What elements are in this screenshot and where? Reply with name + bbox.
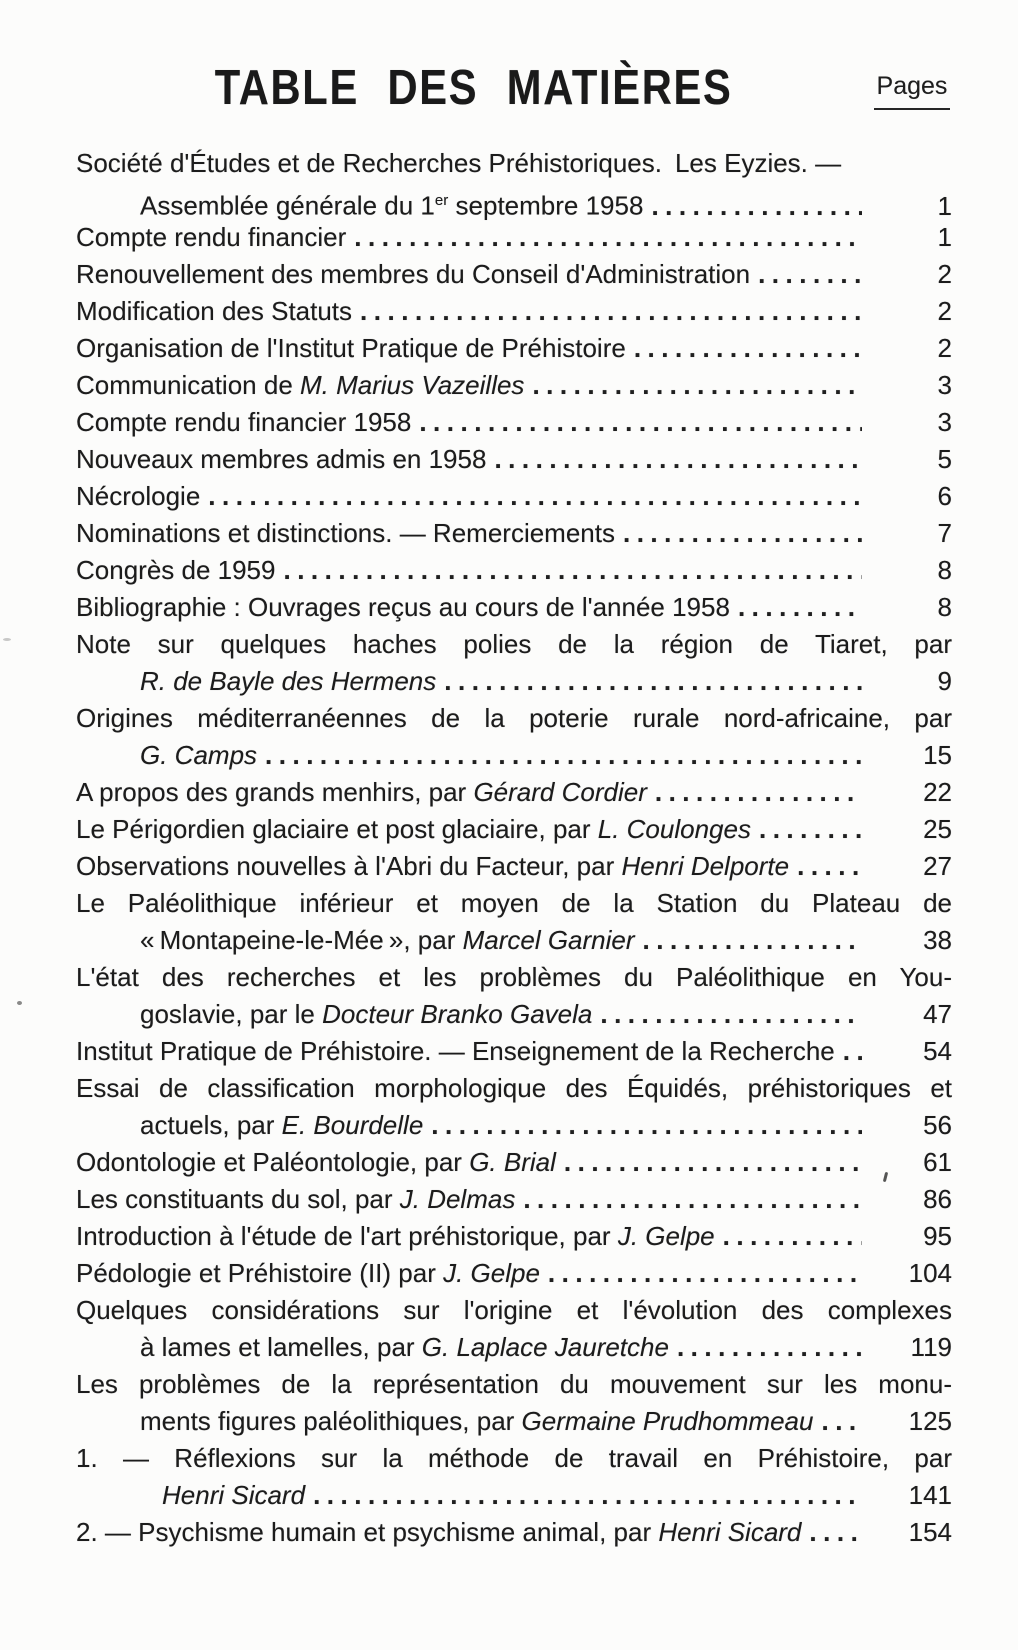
toc-line (76, 737, 952, 774)
toc-entry-text (76, 959, 952, 996)
page-header (76, 60, 952, 116)
entry-text: A propos des grands menhirs, par (76, 777, 474, 807)
page-number: 86 (923, 1184, 952, 1214)
entry-text: « Montapeine-le-Mée », par (140, 925, 463, 955)
entry-text: L'état des recherches et les problèmes du Paléolithique en You- (76, 962, 952, 992)
dot-leader (431, 1107, 862, 1144)
dot-leader (444, 663, 862, 700)
entry-text: Quelques considérations sur l'origine et l'évolution des complexes (76, 1295, 952, 1325)
dot-leader (532, 367, 862, 404)
author-name: Henri Delporte (621, 851, 790, 881)
toc-line (76, 515, 952, 552)
page-number: 2 (937, 296, 952, 326)
toc-entry-text (76, 1218, 715, 1255)
entry-text: Bibliographie : Ouvrages reçus au cours de l'année 1958 (76, 592, 730, 622)
entry-text: ments figures paléolithiques, par (140, 1406, 522, 1436)
toc-line (76, 256, 952, 293)
entry-text: Institut Pratique de Préhistoire. — Enseignement de la Recherche (76, 1036, 835, 1066)
toc-entry-text (140, 922, 635, 959)
page-number: 95 (923, 1221, 952, 1251)
page-number: 119 (910, 1332, 952, 1362)
dot-leader (738, 589, 862, 626)
toc-line (76, 589, 952, 626)
toc-entry-text (76, 404, 411, 441)
page-number: 125 (908, 1406, 952, 1436)
toc-line (76, 330, 952, 367)
page-number: 47 (923, 999, 952, 1029)
toc-entry-text (76, 589, 730, 626)
page-number: 15 (923, 740, 952, 770)
page-number: 56 (923, 1110, 952, 1140)
toc-line (76, 219, 952, 256)
entry-text: Le Paléolithique inférieur et moyen de la Station du Plateau de (76, 888, 952, 918)
page-number: 1 (937, 222, 952, 252)
toc-line (76, 1033, 952, 1070)
entry-text: Nominations et distinctions. — Remerciements (76, 518, 615, 548)
page-number: 154 (908, 1517, 952, 1547)
toc-entry-text (76, 367, 524, 404)
toc-line (76, 663, 952, 700)
entry-text: Introduction à l'étude de l'art préhistorique, par (76, 1221, 618, 1251)
toc-line (76, 182, 952, 219)
toc-entry-text (76, 811, 751, 848)
toc-line (76, 404, 952, 441)
entry-text: Modification des Statuts (76, 296, 353, 326)
page-number: 3 (937, 407, 952, 437)
toc-entry-text (76, 1033, 835, 1070)
toc-entry-text (76, 1440, 952, 1477)
entry-text: Le Périgordien glaciaire et post glaciaire, par (76, 814, 598, 844)
superscript: er (434, 192, 449, 209)
toc-line (76, 1292, 952, 1329)
toc-entry-text (76, 1144, 556, 1181)
toc-line (76, 1107, 952, 1144)
toc-entry-text (76, 774, 647, 811)
dot-leader (548, 1255, 862, 1292)
author-name: G. Brial (469, 1147, 556, 1177)
toc-line (76, 1070, 952, 1107)
toc-entry-text (76, 256, 750, 293)
dot-leader (809, 1514, 862, 1551)
entry-text: Les constituants du sol, par (76, 1184, 400, 1214)
entry-text: Nécrologie (76, 481, 201, 511)
toc-line (76, 996, 952, 1033)
toc-line (76, 1514, 952, 1551)
dot-leader (677, 1329, 862, 1366)
toc-line (76, 1477, 952, 1514)
toc-line (76, 1218, 952, 1255)
page-title: TABLE DES MATIÈRES (215, 61, 733, 115)
dot-leader (523, 1181, 862, 1218)
dot-leader (723, 1218, 862, 1255)
author-name: Gérard Cordier (473, 777, 647, 807)
pages-label: Pages (874, 72, 951, 110)
page-number: 54 (923, 1036, 952, 1066)
author-name: R. de Bayle des Hermens (140, 666, 437, 696)
toc-entry-text (76, 219, 346, 256)
page-number: 5 (937, 444, 952, 474)
author-name: Henri Sicard (162, 1480, 306, 1510)
toc-entry-text (76, 1366, 952, 1403)
entry-text: actuels, par (140, 1110, 282, 1140)
entry-text: Nouveaux membres admis en 1958 (76, 444, 487, 474)
entry-text: Communication de (76, 370, 300, 400)
author-name: Henri Sicard (658, 1517, 802, 1547)
dot-leader (643, 922, 862, 959)
toc-line (76, 1181, 952, 1218)
toc-entry-text (76, 441, 486, 478)
page-number: 141 (908, 1480, 952, 1510)
toc-line (76, 626, 952, 663)
dot-leader (208, 478, 862, 515)
author-name: Germaine Prudhommeau (521, 1406, 814, 1436)
toc-entry-text (76, 848, 789, 885)
toc-entry-text (140, 1107, 423, 1144)
page-number: 1 (937, 190, 952, 221)
toc-entry-text (76, 1255, 540, 1292)
toc-entry-text (140, 1403, 813, 1440)
page-number: 2 (937, 259, 952, 289)
toc-list (76, 145, 952, 1551)
dot-leader (843, 1033, 862, 1070)
toc-line (76, 1255, 952, 1292)
author-name: Marcel Garnier (462, 925, 635, 955)
toc-line (76, 441, 952, 478)
page-number: 25 (923, 814, 952, 844)
toc-line (76, 145, 952, 182)
dot-leader (797, 848, 862, 885)
page-number: 27 (923, 851, 952, 881)
toc-line (76, 478, 952, 515)
author-name: L. Coulonges (597, 814, 751, 844)
entry-text: 1. — Réflexions sur la méthode de travail en Préhistoire, par (76, 1443, 952, 1473)
page-number: 104 (908, 1258, 952, 1288)
dot-leader (564, 1144, 862, 1181)
toc-line (76, 1144, 952, 1181)
toc-line (76, 367, 952, 404)
toc-entry-text (76, 478, 200, 515)
dot-leader (758, 256, 862, 293)
entry-text: Origines méditerranéennes de la poterie rurale nord-africaine, par (76, 703, 952, 733)
toc-entry-text (76, 1181, 515, 1218)
entry-text: à lames et lamelles, par (140, 1332, 422, 1362)
toc-entry-text (76, 1292, 952, 1329)
page-number: 8 (937, 555, 952, 585)
dot-leader (623, 515, 862, 552)
entry-text: Essai de classification morphologique des Équidés, préhistoriques et (76, 1073, 952, 1103)
title-wrap (76, 60, 872, 116)
toc-line (76, 922, 952, 959)
toc-entry-text (76, 1514, 801, 1551)
toc-line (76, 848, 952, 885)
toc-line (76, 1403, 952, 1440)
page-number: 8 (937, 592, 952, 622)
toc-entry-text (140, 996, 592, 1033)
author-name: Docteur Branko Gavela (322, 999, 593, 1029)
dot-leader (634, 330, 862, 367)
entry-text: Note sur quelques haches polies de la région de Tiaret, par (76, 629, 952, 659)
toc-line (76, 1440, 952, 1477)
toc-line (76, 811, 952, 848)
entry-text: Compte rendu financier (76, 222, 347, 252)
toc-line (76, 1366, 952, 1403)
entry-text: Organisation de l'Institut Pratique de Préhistoire (76, 333, 626, 363)
dot-leader (360, 293, 862, 330)
dot-leader (821, 1403, 862, 1440)
author-name: G. Laplace Jauretche (421, 1332, 669, 1362)
page-number: 9 (937, 666, 952, 696)
page-number: 3 (937, 370, 952, 400)
page-number: 38 (923, 925, 952, 955)
toc-entry-text (76, 515, 615, 552)
toc-line (76, 959, 952, 996)
entry-text: Observations nouvelles à l'Abri du Facteur, par (76, 851, 622, 881)
author-name: G. Camps (140, 740, 258, 770)
toc-line (76, 774, 952, 811)
page-number: 22 (923, 777, 952, 807)
toc-line (76, 885, 952, 922)
page-number: 2 (937, 333, 952, 363)
author-name: J. Delmas (399, 1184, 516, 1214)
entry-text: goslavie, par le (140, 999, 323, 1029)
toc-line (76, 1329, 952, 1366)
dot-leader (354, 219, 862, 256)
author-name: M. Marius Vazeilles (300, 370, 525, 400)
toc-entry-text (76, 552, 275, 589)
toc-entry-text (162, 1477, 305, 1514)
author-name: J. Gelpe (443, 1258, 540, 1288)
entry-text: Société d'Études et de Recherches Préhistoriques. Les Eyzies. — (76, 148, 842, 178)
entry-text: Pédologie et Préhistoire (II) par (76, 1258, 444, 1288)
toc-entry-text (76, 700, 952, 737)
dot-leader (600, 996, 862, 1033)
entry-text: septembre 1958 (448, 190, 644, 221)
dot-leader (759, 811, 862, 848)
dot-leader (283, 552, 862, 589)
author-name: J. Gelpe (617, 1221, 715, 1251)
toc-entry-text (76, 1070, 952, 1107)
toc-entry-text (140, 663, 436, 700)
toc-entry-text (76, 145, 841, 182)
page-number: 61 (923, 1147, 952, 1177)
entry-text: 2. — Psychisme humain et psychisme animal, par (76, 1517, 659, 1547)
toc-entry-text (140, 737, 257, 774)
entry-text: Les problèmes de la représentation du mouvement sur les monu- (76, 1369, 952, 1399)
toc-entry-text (140, 1329, 669, 1366)
dot-leader (655, 774, 862, 811)
page-number: 6 (937, 481, 952, 511)
toc-entry-text (76, 626, 952, 663)
pages-column-header (872, 60, 952, 110)
dot-leader (419, 404, 862, 441)
entry-text: Congrès de 1959 (76, 555, 276, 585)
dot-leader (265, 737, 862, 774)
toc-line (76, 293, 952, 330)
entry-text: Odontologie et Paléontologie, par (76, 1147, 470, 1177)
toc-entry-text (76, 293, 352, 330)
author-name: E. Bourdelle (281, 1110, 424, 1140)
toc-entry-text (76, 885, 952, 922)
dot-leader (494, 441, 862, 478)
scan-speck (3, 638, 11, 641)
scan-speck (17, 1001, 22, 1005)
dot-leader (313, 1477, 862, 1514)
entry-text: Assemblée générale du 1 (140, 190, 435, 221)
toc-line (76, 552, 952, 589)
toc-line (76, 700, 952, 737)
toc-entry-text (76, 330, 626, 367)
page-number: 7 (937, 518, 952, 548)
entry-text: Compte rendu financier 1958 (76, 407, 412, 437)
entry-text: Renouvellement des membres du Conseil d'Administration (76, 259, 751, 289)
